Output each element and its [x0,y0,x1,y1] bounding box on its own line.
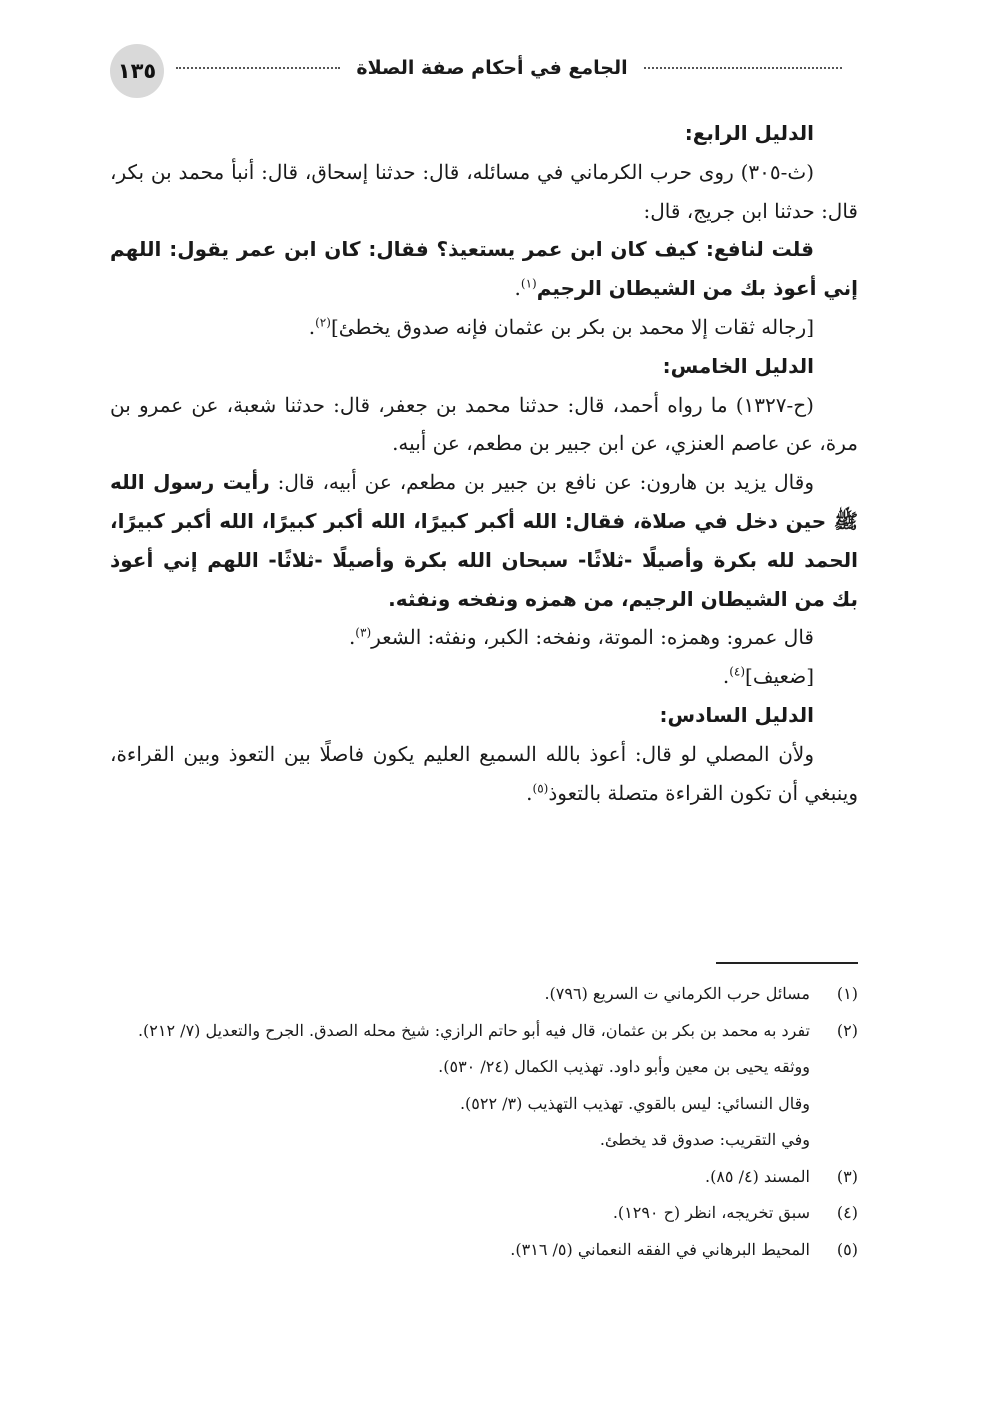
explanation-text: قال عمرو: وهمزه: الموتة، ونفخه: الكبر، ونفثه: الشعر [371,625,814,650]
grading-text: [رجاله ثقات إلا محمد بن بكر بن عثمان فإنه صدوق يخطئ] [330,314,814,339]
footnote-text: مسائل حرب الكرماني ت السريع (٧٩٦). [544,984,810,1003]
footnote-number: (٢) [836,1020,858,1040]
bold-quote: قلت لنافع: كيف كان ابن عمر يستعيذ؟ فقال: كان ابن عمر يقول: اللهم إني أعوذ بك من الشيطان الرجيم [110,237,858,301]
footnote-number: (٣) [836,1166,858,1186]
paragraph-yazid-narration [110,463,858,618]
footnote-separator [716,962,858,964]
section-heading-fifth: الدليل الخامس: [662,353,814,378]
bold-hadith-text: رأيت رسول الله ﷺ حين دخل في صلاة، فقال: الله أكبر كبيرًا، الله أكبر كبيرًا، الله أكبر كبيرًا، الحمد لله بكرة وأصيلًا -ثلاثًا- سبحان الله بكرة وأصيلًا -ثلاثًا- اللهم إني أعوذ بك من الشيطان الرجيم، من همزه ونفخه ونفثه. [110,470,858,611]
footnote-ref-5[interactable]: (٥) [532,780,549,795]
paragraph-narration-305: (ث-٣٠٥) روى حرب الكرماني في مسائله، قال: حدثنا إسحاق، قال: أنبأ محمد بن بكر، قال: حدثنا ابن جريج، قال: [110,159,858,223]
main-text [110,114,858,812]
paragraph-ibn-umar-quote [110,230,858,308]
argument-text: ولأن المصلي لو قال: أعوذ بالله السميع العليم يكون فاصلًا بين التعوذ وبين القراءة، وينبغي أن تكون القراءة متصلة بالتعوذ [110,741,858,805]
punctuation: . [526,780,533,805]
footnote-number: (٤) [836,1203,858,1222]
paragraph-amr-explanation [110,618,858,657]
footnote-item [110,1159,858,1196]
footnote-ref-2[interactable]: (٢) [315,315,331,330]
page-number: ١٣٥ [110,44,164,98]
footnote-ref-3[interactable]: (٣) [355,625,372,640]
paragraph-grading-narrators [110,308,858,347]
footnote-number: (٥) [836,1239,858,1259]
paragraph-hadith-1327: (ح-١٣٢٧) ما رواه أحمد، قال: حدثنا محمد بن جعفر، قال: حدثنا شعبة، عن عمرو بن مرة، عن عاصم العنزي، عن ابن جبير بن مطعم، عن أبيه. [110,392,858,456]
punctuation: . [514,276,521,301]
section-heading-fourth: الدليل الرابع: [684,121,814,145]
footnotes [110,976,858,1268]
footnote-ref-4[interactable]: (٤) [729,664,746,679]
running-title: الجامع في أحكام صفة الصلاة [356,57,628,79]
section-heading-sixth: الدليل السادس: [659,702,814,727]
footnote-continuation: ووثقه يحيى بن معين وأبو داود. تهذيب الكمال (٢٤/ ٥٣٠). [438,1057,810,1076]
punctuation: . [722,664,730,689]
punctuation: . [308,314,316,339]
paragraph-weak-grading [110,657,858,696]
paragraph-argument-continuity [110,735,858,813]
footnote-item [110,1232,858,1269]
footnote-item [110,976,858,1013]
footnote-item [110,1013,858,1050]
header-dotted-rule-left [176,67,340,69]
footnote-text: المسند (٤/ ٨٥). [705,1166,810,1186]
footnote-text: تفرد به محمد بن بكر بن عثمان، قال فيه أبو حاتم الرازي: شيخ محله الصدق. الجرح والتعديل (٧/ ٢١٢). [137,1020,810,1040]
footnote-text: سبق تخريجه، انظر (ح ١٢٩٠). [612,1203,810,1222]
weak-grading-text: [ضعيف] [745,664,814,689]
footnote-text: المحيط البرهاني في الفقه النعماني (٥/ ٣١٦). [510,1239,810,1259]
footnote-item [110,1195,858,1232]
footnote-number: (١) [836,984,858,1003]
footnote-continuation: وفي التقريب: صدوق قد يخطئ. [599,1130,810,1149]
footnote-continuation: وقال النسائي: ليس بالقوي. تهذيب التهذيب (٣/ ٥٢٢). [459,1093,810,1113]
punctuation: . [348,625,356,650]
narration-chain: وقال يزيد بن هارون: عن نافع بن جبير بن مطعم، عن أبيه، قال: [269,470,814,495]
header-dotted-rule-right [644,67,842,69]
footnote-ref-1[interactable]: (١) [520,276,537,291]
